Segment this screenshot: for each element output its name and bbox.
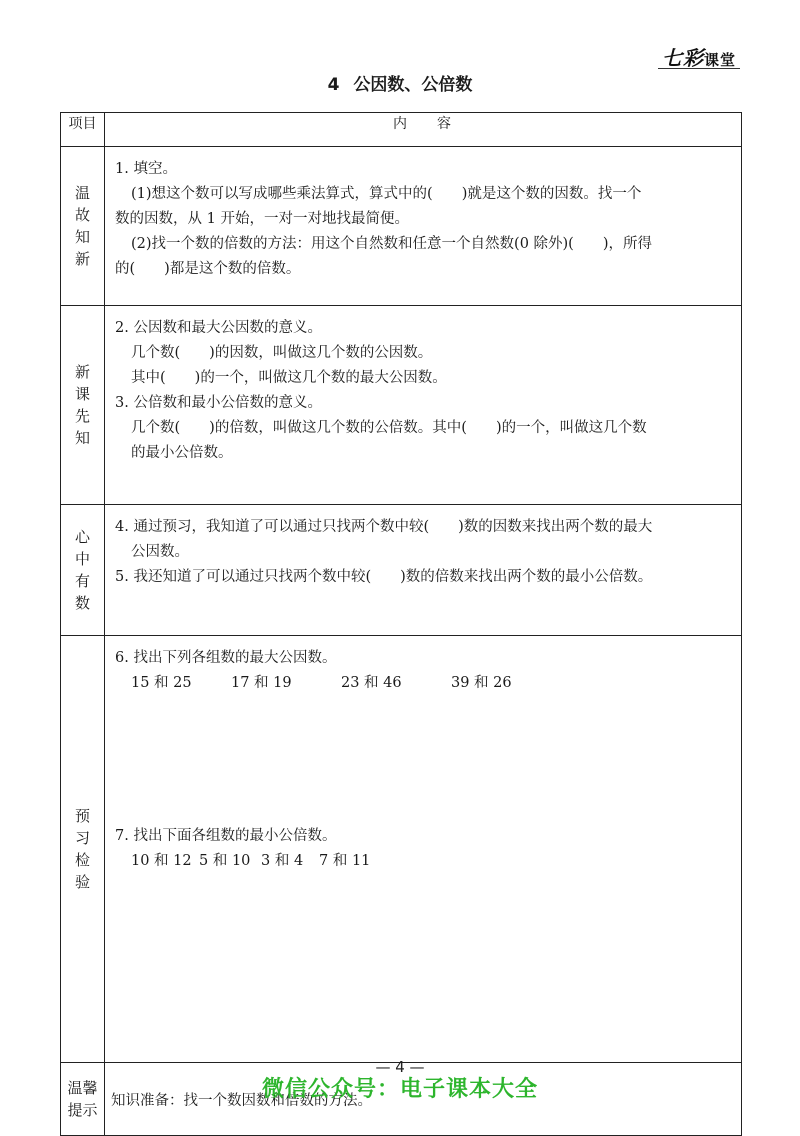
pair-item: 10 和 12 — [131, 853, 192, 869]
section-content-review — [105, 147, 742, 306]
section-mind — [61, 505, 742, 636]
section-content-mind — [105, 505, 742, 636]
label-char: 新 — [74, 250, 90, 268]
brand-sub: 课堂 — [703, 51, 736, 69]
section-label-check — [61, 636, 105, 1063]
pair-item: 5 和 10 — [199, 853, 251, 869]
label-char: 故 — [74, 206, 90, 224]
question-1-1-cont: 数的因数，从 1 开始，一对一对地找最简便。 — [115, 211, 409, 227]
label-char: 课 — [74, 385, 90, 403]
question-1: 1. 填空。 — [115, 161, 177, 177]
watermark: 微信公众号：电子课本大全 — [261, 1077, 538, 1102]
label-char: 知 — [74, 228, 90, 246]
tip-label-a: 温馨 — [67, 1079, 98, 1097]
question-5: 5. 我还知道了可以通过只找两个数中较( )数的倍数来找出两个数的最小公倍数。 — [115, 569, 653, 585]
section-content-check — [105, 636, 742, 1063]
label-char: 数 — [74, 594, 90, 612]
question-4: 4. 通过预习，我知道了可以通过只找两个数中较( )数的因数来找出两个数的最大 — [115, 519, 653, 535]
label-char: 新 — [74, 363, 90, 381]
section-new — [61, 306, 742, 505]
question-1-2: (2)找一个数的倍数的方法：用这个自然数和任意一个自然数(0 除外)( )，所得 — [131, 236, 652, 252]
pair-item: 15 和 25 — [131, 675, 192, 691]
header-content-a: 内 — [393, 116, 409, 132]
question-7: 7. 找出下面各组数的最小公倍数。 — [115, 828, 337, 844]
question-3-line-1: 几个数( )的倍数，叫做这几个数的公倍数。其中( )的一个，叫做这几个数 — [131, 420, 647, 436]
pair-item: 3 和 4 — [261, 853, 304, 869]
brand-underline — [658, 68, 740, 69]
question-3: 3. 公倍数和最小公倍数的意义。 — [115, 395, 322, 411]
section-label-mind — [61, 505, 105, 636]
pair-item: 7 和 11 — [319, 853, 371, 869]
worksheet-table — [60, 112, 742, 1136]
tip-content: 知识准备：找一个数因数和倍数的方法。 — [105, 1063, 742, 1136]
section-content-new — [105, 306, 742, 505]
page-number: — 4 — — [375, 1058, 425, 1076]
label-char: 有 — [74, 572, 90, 590]
label-char: 检 — [74, 851, 90, 869]
label-char: 中 — [74, 550, 90, 568]
label-char: 温 — [74, 184, 90, 202]
label-char: 预 — [74, 807, 90, 825]
lesson-title: 公因数、公倍数 — [353, 75, 473, 95]
question-3-line-2: 的最小公倍数。 — [131, 445, 233, 461]
pair-item: 23 和 46 — [341, 675, 402, 691]
section-review — [61, 147, 742, 306]
label-char: 心 — [74, 528, 90, 546]
question-2: 2. 公因数和最大公因数的意义。 — [115, 320, 322, 336]
brand-logo — [662, 42, 736, 71]
lesson-number: 4 — [327, 75, 340, 95]
question-1-2-cont: 的( )都是这个数的倍数。 — [115, 261, 301, 277]
answer-space-6 — [115, 696, 733, 824]
pair-item: 39 和 26 — [451, 675, 512, 691]
question-2-line-2: 其中( )的一个，叫做这几个数的最大公因数。 — [131, 370, 447, 386]
page-title — [0, 70, 800, 95]
brand-main: 七彩 — [661, 46, 704, 70]
header-row — [61, 113, 742, 147]
tip-label-b: 提示 — [67, 1101, 98, 1119]
label-char: 习 — [74, 829, 90, 847]
question-4-cont: 公因数。 — [131, 544, 189, 560]
label-char: 知 — [74, 429, 90, 447]
section-label-review — [61, 147, 105, 306]
header-content — [105, 113, 742, 147]
question-2-line-1: 几个数( )的因数，叫做这几个数的公因数。 — [131, 345, 433, 361]
question-6-pairs — [115, 671, 733, 696]
header-item: 项目 — [61, 113, 105, 147]
section-label-new — [61, 306, 105, 505]
question-6: 6. 找出下列各组数的最大公因数。 — [115, 650, 337, 666]
question-1-1: (1)想这个数可以写成哪些乘法算式，算式中的( )就是这个数的因数。找一个 — [131, 186, 642, 202]
section-check — [61, 636, 742, 1063]
pair-item: 17 和 19 — [231, 675, 292, 691]
header-content-b: 容 — [437, 116, 453, 132]
label-char: 先 — [74, 407, 90, 425]
question-7-pairs — [115, 849, 733, 874]
label-char: 验 — [74, 873, 90, 891]
